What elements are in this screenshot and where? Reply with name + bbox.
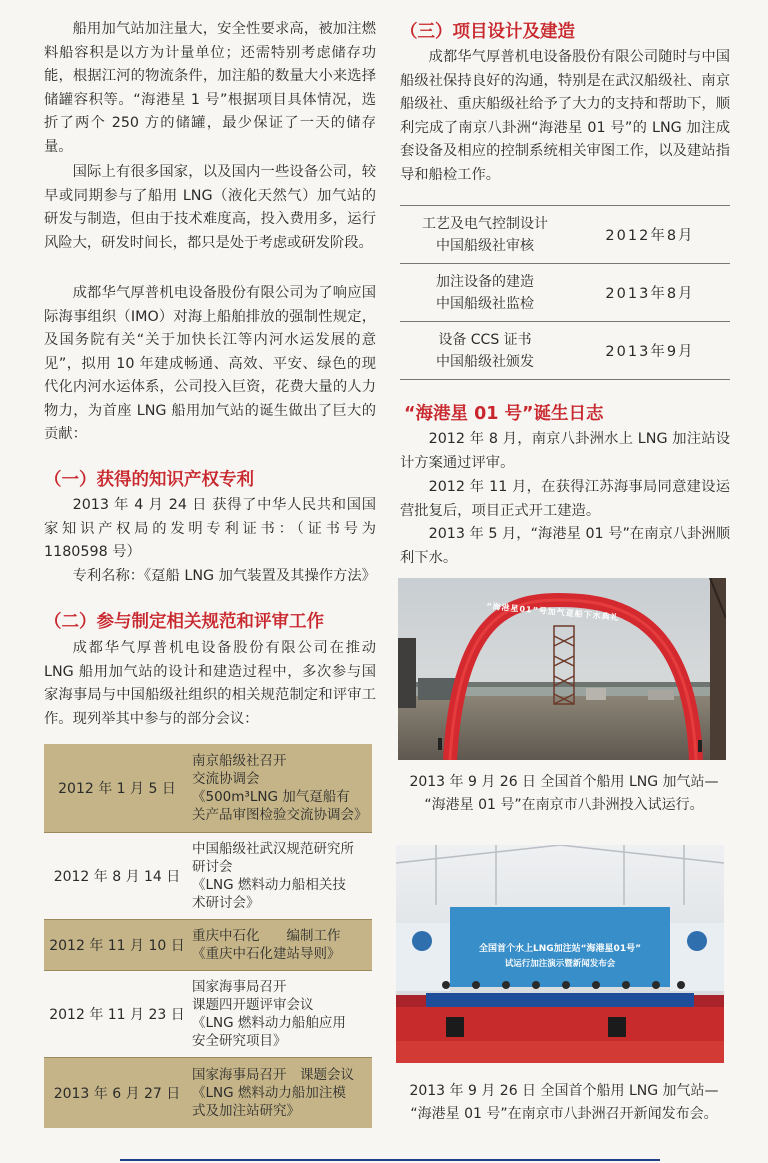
design-date: 2013年8月 — [605, 286, 695, 302]
meeting-line: 研讨会 — [192, 858, 233, 875]
section3-title: （三）项目设计及建造 — [400, 22, 575, 42]
meeting-line: 南京船级社召开 — [192, 752, 287, 769]
meeting-line: 《LNG 燃料动力船加注模 — [192, 1084, 346, 1101]
table-row — [44, 971, 372, 1058]
caption-line: 2013 年 9 月 26 日 全国首个船用 LNG 加气站— — [409, 774, 719, 790]
meeting-date: 2013 年 6 月 27 日 — [53, 1086, 181, 1102]
arch-banner-text: “海港星01”号加气趸船下水典礼 — [485, 601, 620, 623]
banner-subtitle: 试运行加注演示暨新闻发布会 — [504, 959, 616, 969]
meeting-line: 交流协调会 — [192, 770, 260, 787]
meeting-line: 关产品审图检验交流协调会》 — [192, 807, 368, 824]
section1-title: （一）获得的知识产权专利 — [44, 470, 254, 490]
design-table — [400, 205, 730, 380]
section1-paragraph: 2013 年 4 月 24 日 获得了中华人民共和国国家知识产权局的发明专利证书：（证书号为 1180598 号） — [44, 497, 376, 560]
design-item-line: 加注设备的建造 — [436, 273, 534, 290]
meeting-line: 重庆中石化 编制工作 — [192, 927, 341, 944]
meeting-line: 国家海事局召开 — [192, 978, 287, 995]
meeting-date: 2012 年 11 月 10 日 — [49, 938, 185, 954]
log-entry: 2012 年 8 月，南京八卦洲水上 LNG 加注站设计方案通过评审。 — [400, 431, 730, 471]
table-row — [44, 920, 372, 971]
log-title: “海港星 01 号”诞生日志 — [404, 404, 604, 424]
patent-name: 专利名称：《趸船 LNG 加气装置及其操作方法》 — [72, 568, 376, 584]
paragraph-company: 成都华气厚普机电设备股份有限公司为了响应国际海事组织（IMO）对海上船舶排放的强制性规定，及国务院有关“关于加快长江等内河水运发展的意见”，拟用 10 年建成畅通、高效、平安、绿色的现代化内河水运体系，公司投入巨资，花费大量的人力物力，为首座 LNG 船用加气站的诞生做出了巨大的贡献： — [44, 285, 376, 442]
meeting-date: 2012 年 11 月 23 日 — [49, 1007, 185, 1023]
meeting-date: 2012 年 1 月 5 日 — [58, 781, 176, 797]
section2-paragraph: 成都华气厚普机电设备股份有限公司在推动 LNG 船用加气站的设计和建造过程中，多次参与国家海事局与中国船级社组织的相关规范制定和评审工作。现列举其中参与的部分会议： — [44, 640, 376, 727]
meetings-table — [44, 744, 372, 1128]
table-row — [400, 206, 730, 264]
meeting-description — [190, 923, 372, 967]
meeting-line: 《LNG 燃料动力船舶应用 — [192, 1015, 346, 1031]
meeting-line: 安全研究项目》 — [192, 1033, 287, 1050]
meeting-description — [190, 974, 372, 1055]
meeting-line: 式及加注站研究》 — [192, 1103, 300, 1120]
caption-line: “海港星 01 号”在南京市八卦洲召开新闻发布会。 — [410, 1106, 718, 1122]
design-item — [400, 329, 570, 373]
table-row — [44, 744, 372, 833]
design-item-line: 设备 CCS 证书 — [438, 331, 532, 348]
paragraph-storage: 船用加气站加注量大，安全性要求高，被加注燃料船容积是以方为计量单位；还需特别考虑储存功能，根据江河的物流条件，加注船的数量大小来选择储罐容积等。“海港星 1 号”根据项目具体情况，选折了两个 250 方的储罐，最少保证了一天的储存量。 — [44, 21, 376, 155]
log-entry: 2012 年 11 月，在获得江苏海事局同意建设运营批复后，项目正式开工建造。 — [400, 479, 730, 519]
design-date: 2012年8月 — [605, 228, 695, 244]
design-item — [400, 271, 570, 315]
table-row — [44, 833, 372, 920]
design-item — [400, 213, 570, 257]
meeting-line: 国家海事局召开 课题会议 — [192, 1066, 354, 1083]
photo1-caption — [398, 771, 730, 817]
meeting-line: 《500m³LNG 加气趸船有 — [192, 789, 350, 805]
design-item-line: 中国船级社监检 — [436, 295, 534, 312]
meeting-date: 2012 年 8 月 14 日 — [53, 869, 181, 885]
meeting-line: 《LNG 燃料动力船相关技 — [192, 877, 346, 893]
paragraph-international: 国际上有很多国家，以及国内一些设备公司，较早或同期参与了船用 LNG（液化天然气）加气站的研发与制造，但由于技术难度高，投入费用多，运行风险大，研发时间长，都只是处于考虑或研发阶段。 — [44, 164, 376, 251]
press-conference-photo — [396, 845, 724, 1063]
meeting-description — [190, 748, 372, 829]
meeting-line: 术研讨会》 — [192, 895, 260, 912]
section3-paragraph: 成都华气厚普机电设备股份有限公司随时与中国船级社保持良好的沟通，特别是在武汉船级社、南京船级社、重庆船级社给予了大力的支持和帮助下，顺利完成了南京八卦洲“海港星 01 号”的 LNG 加注成套设备及相应的控制系统相关审图工作，以及建站指导和船检工作。 — [400, 49, 730, 183]
meeting-line: 课题四开题评审会议 — [192, 996, 314, 1013]
table-row — [400, 322, 730, 380]
design-item-line: 中国船级社审核 — [436, 237, 534, 254]
caption-line: 2013 年 9 月 26 日 全国首个船用 LNG 加气站— — [409, 1083, 719, 1099]
meeting-line: 《重庆中石化建站导则》 — [192, 946, 341, 962]
photo2-caption — [398, 1080, 730, 1126]
meeting-line: 中国船级社武汉规范研究所 — [192, 840, 354, 857]
meeting-description — [190, 836, 372, 917]
design-date: 2013年9月 — [605, 344, 695, 360]
design-item-line: 中国船级社颁发 — [436, 353, 534, 370]
table-row — [44, 1058, 372, 1128]
footer-rule — [120, 1159, 660, 1161]
meeting-description — [190, 1062, 372, 1125]
launch-ceremony-photo — [398, 578, 726, 760]
banner-title: 全国首个水上LNG加注站“海港星01号” — [478, 944, 641, 954]
log-entry: 2013 年 5 月，“海港星 01 号”在南京八卦洲顺利下水。 — [400, 526, 730, 566]
table-row — [400, 264, 730, 322]
section2-title: （二）参与制定相关规范和评审工作 — [44, 612, 324, 632]
design-item-line: 工艺及电气控制设计 — [422, 215, 548, 232]
caption-line: “海港星 01 号”在南京市八卦洲投入试运行。 — [424, 797, 704, 813]
